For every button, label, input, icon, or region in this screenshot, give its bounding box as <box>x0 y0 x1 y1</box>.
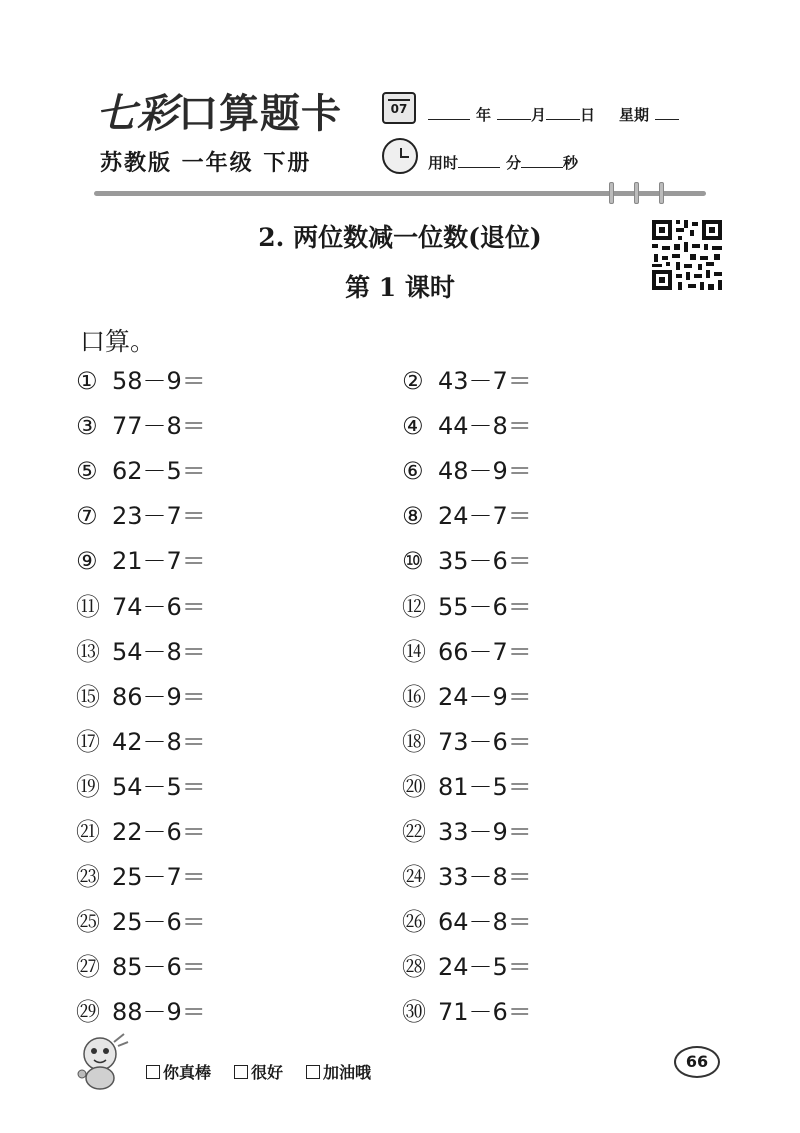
exercise-expression: 24－5＝ <box>438 953 532 981</box>
exercise-expression: 48－9＝ <box>438 457 532 485</box>
exercise-number: ㉒ <box>402 818 426 846</box>
exercise-number: ㉑ <box>76 818 100 846</box>
exercise-number: ㉓ <box>76 863 100 891</box>
binder-clip-icon <box>659 182 664 204</box>
day-blank[interactable] <box>546 105 580 120</box>
year-blank[interactable] <box>428 105 470 120</box>
exercise-expression: 86－9＝ <box>112 683 206 711</box>
binder-clip-icon <box>634 182 639 204</box>
exercise-item <box>76 501 206 531</box>
exercise-number: ㉗ <box>76 953 100 981</box>
exercise-item <box>402 682 532 712</box>
exercise-number: ㉙ <box>76 998 100 1026</box>
exercise-expression: 24－9＝ <box>438 683 532 711</box>
exercise-expression: 35－6＝ <box>438 547 532 575</box>
exercise-item <box>76 456 206 486</box>
exercise-expression: 64－8＝ <box>438 908 532 936</box>
rating-option-keep-going[interactable] <box>306 1060 371 1083</box>
month-label: 月 <box>531 106 547 124</box>
minutes-label: 分 <box>506 154 522 172</box>
exercise-number: ㉕ <box>76 908 100 936</box>
exercise-number: ⑯ <box>402 683 426 711</box>
exercise-number: ① <box>76 367 98 395</box>
exercise-item <box>76 682 206 712</box>
exercise-item <box>76 592 206 622</box>
exercise-number: ④ <box>402 412 424 440</box>
exercise-number: ⑬ <box>76 638 100 666</box>
exercise-expression: 66－7＝ <box>438 638 532 666</box>
exercise-expression: 74－6＝ <box>112 593 206 621</box>
rating-option-great[interactable] <box>146 1060 211 1083</box>
exercise-expression: 23－7＝ <box>112 502 206 530</box>
time-used-label: 用时 <box>428 154 459 172</box>
exercise-number: ② <box>402 367 424 395</box>
exercise-item <box>76 952 206 982</box>
exercise-number: ㉚ <box>402 998 426 1026</box>
exercise-number: ⑳ <box>402 773 426 801</box>
instruction-label: 口算。 <box>80 327 156 356</box>
exercise-number: ⑱ <box>402 728 426 756</box>
exercise-expression: 58－9＝ <box>112 367 206 395</box>
exercise-item <box>76 862 206 892</box>
day-label: 日 <box>580 106 596 124</box>
exercise-number: ⑦ <box>76 502 98 530</box>
exercise-expression: 71－6＝ <box>438 998 532 1026</box>
exercise-expression: 77－8＝ <box>112 412 206 440</box>
weekday-blank[interactable] <box>655 105 679 120</box>
month-blank[interactable] <box>497 105 531 120</box>
exercise-item <box>402 456 532 486</box>
exercise-item <box>402 997 532 1027</box>
minutes-blank[interactable] <box>458 153 500 168</box>
exercise-expression: 42－8＝ <box>112 728 206 756</box>
time-fields <box>428 152 578 173</box>
exercise-number: ⑮ <box>76 683 100 711</box>
exercise-expression: 24－7＝ <box>438 502 532 530</box>
calendar-day: 07 <box>390 102 408 116</box>
exercise-number: ⑪ <box>76 593 100 621</box>
header-divider <box>94 191 706 196</box>
exercise-number: ⑫ <box>402 593 426 621</box>
brand-part-1: 七彩 <box>96 90 178 137</box>
exercise-expression: 22－6＝ <box>112 818 206 846</box>
exercise-expression: 44－8＝ <box>438 412 532 440</box>
exercise-expression: 73－6＝ <box>438 728 532 756</box>
exercise-expression: 54－8＝ <box>112 638 206 666</box>
exercise-item <box>402 546 532 576</box>
binder-clip-icon <box>609 182 614 204</box>
exercise-number: ⑥ <box>402 457 424 485</box>
exercise-item <box>402 637 532 667</box>
year-label: 年 <box>476 106 492 124</box>
exercise-number: ⑰ <box>76 728 100 756</box>
rating-option-label: 很好 <box>251 1063 284 1082</box>
checkbox-icon <box>146 1065 160 1079</box>
exercise-item <box>402 952 532 982</box>
exercise-number: ⑭ <box>402 638 426 666</box>
exercise-expression: 85－6＝ <box>112 953 206 981</box>
seconds-label: 秒 <box>563 154 579 172</box>
exercise-expression: 33－9＝ <box>438 818 532 846</box>
exercise-item <box>76 637 206 667</box>
exercise-number: ③ <box>76 412 98 440</box>
exercise-expression: 33－8＝ <box>438 863 532 891</box>
exercise-item <box>402 907 532 937</box>
edition-label: 苏教版 一年级 下册 <box>100 151 312 176</box>
exercise-item <box>402 366 532 396</box>
brand-title <box>96 92 342 136</box>
exercise-number: ⑤ <box>76 457 98 485</box>
exercise-item <box>76 907 206 937</box>
exercise-expression: 25－6＝ <box>112 908 206 936</box>
rating-option-label: 你真棒 <box>163 1063 212 1082</box>
exercise-expression: 54－5＝ <box>112 773 206 801</box>
exercise-expression: 55－6＝ <box>438 593 532 621</box>
exercise-number: ⑲ <box>76 773 100 801</box>
seconds-blank[interactable] <box>521 153 563 168</box>
exercise-item <box>402 817 532 847</box>
exercise-item <box>402 411 532 441</box>
exercise-number: ⑨ <box>76 547 98 575</box>
exercise-item <box>402 592 532 622</box>
exercise-expression: 62－5＝ <box>112 457 206 485</box>
checkbox-icon <box>306 1065 320 1079</box>
exercise-expression: 81－5＝ <box>438 773 532 801</box>
exercise-item <box>402 727 532 757</box>
rating-option-good[interactable] <box>234 1060 283 1083</box>
exercise-expression: 88－9＝ <box>112 998 206 1026</box>
rating-option-label: 加油哦 <box>323 1063 372 1082</box>
exercise-item <box>76 411 206 441</box>
checkbox-icon <box>234 1065 248 1079</box>
brand-part-2: 口算题卡 <box>178 90 342 137</box>
exercise-number: ㉔ <box>402 863 426 891</box>
calendar-icon <box>382 92 416 124</box>
exercise-item <box>76 817 206 847</box>
weekday-label: 星期 <box>619 106 650 124</box>
exercise-expression: 43－7＝ <box>438 367 532 395</box>
exercise-item <box>76 546 206 576</box>
exercise-number: ㉘ <box>402 953 426 981</box>
exercise-item <box>402 862 532 892</box>
clock-icon <box>382 138 418 174</box>
exercise-item <box>76 366 206 396</box>
exercise-expression: 21－7＝ <box>112 547 206 575</box>
exercise-item <box>402 772 532 802</box>
exercise-item <box>76 772 206 802</box>
exercise-expression: 25－7＝ <box>112 863 206 891</box>
exercise-item <box>76 997 206 1027</box>
period-title: 第 1 课时 <box>345 273 455 302</box>
exercise-number: ⑩ <box>402 547 424 575</box>
exercise-item <box>402 501 532 531</box>
exercise-number: ㉖ <box>402 908 426 936</box>
mascot-icon <box>70 1030 132 1092</box>
date-fields <box>428 104 679 125</box>
lesson-title: 2. 两位数减一位数(退位) <box>258 223 542 252</box>
exercise-number: ⑧ <box>402 502 424 530</box>
qr-code-icon <box>650 218 724 292</box>
page-number: 66 <box>674 1046 720 1078</box>
exercise-item <box>76 727 206 757</box>
